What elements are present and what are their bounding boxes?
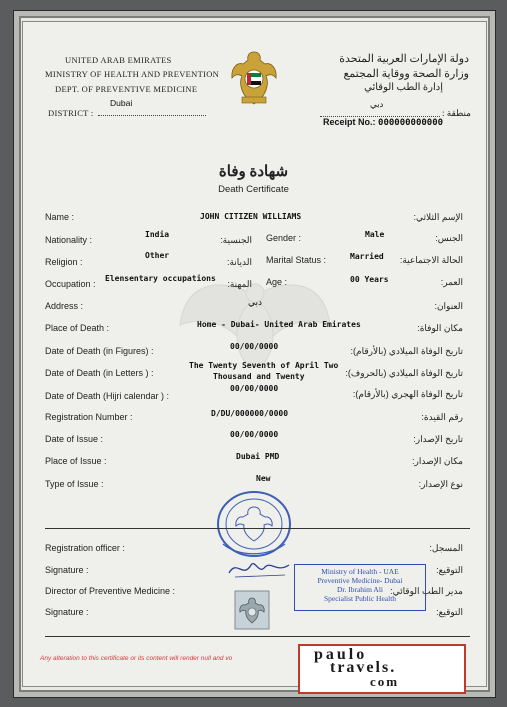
issue-date-value: 00/00/0000 — [230, 430, 279, 439]
receipt-no — [323, 117, 443, 128]
header-en-line2: MINISTRY OF HEALTH AND PREVENTION — [45, 69, 220, 79]
occupation-label: Occupation : — [45, 279, 96, 289]
marital-label: Marital Status : — [266, 255, 327, 265]
region-value: دبي — [370, 99, 384, 109]
age-ar: العمر: — [440, 277, 463, 287]
receipt-value: 000000000000 — [378, 118, 444, 128]
district-dotted-line — [98, 115, 206, 116]
stamp-line3: Dr. Ibrahim Ali — [336, 585, 384, 594]
place-label: Place of Death : — [45, 323, 110, 333]
watermark-logo — [298, 644, 466, 694]
reg-officer-ar: المسجل: — [429, 543, 463, 553]
religion-ar: الديانة: — [226, 257, 252, 267]
signature1-label: Signature : — [45, 565, 89, 575]
dod-fig-ar: تاريخ الوفاة الميلادي (بالأرقام): — [350, 346, 463, 356]
dod-let-label: Date of Death (in Letters ) : — [45, 368, 154, 378]
reg-value: D/DU/000000/0000 — [211, 409, 289, 418]
gender-ar: الجنس: — [435, 233, 463, 243]
title-en: Death Certificate — [218, 184, 289, 195]
stamp-line2: Preventive Medicine- Dubai — [317, 576, 403, 585]
signature2-ar: التوقيع: — [436, 607, 463, 617]
religion-label: Religion : — [45, 257, 83, 267]
name-label: Name : — [45, 212, 75, 222]
nationality-value: India — [145, 230, 170, 239]
official-seal-icon — [213, 489, 295, 559]
gender-label: Gender : — [266, 233, 302, 243]
district-label: DISTRICT : — [48, 108, 94, 118]
marital-ar: الحالة الاجتماعية: — [399, 255, 463, 265]
dod-hijri-value: 00/00/0000 — [230, 384, 279, 393]
hologram-emblem-icon — [234, 590, 270, 630]
director-label: Director of Preventive Medicine : — [45, 586, 176, 596]
issue-place-ar: مكان الإصدار: — [412, 456, 463, 466]
receipt-label: Receipt No.: — [323, 117, 376, 127]
signature2-label: Signature : — [45, 607, 89, 617]
reg-officer-label: Registration officer : — [45, 543, 125, 553]
signature1-ar: التوقيع: — [436, 565, 463, 575]
section-divider — [45, 528, 470, 529]
name-ar: الإسم الثلاثي: — [413, 212, 463, 222]
title-ar: شهادة وفاة — [218, 164, 289, 180]
dod-let-value1: The Twenty Seventh of April Two — [189, 361, 339, 370]
occupation-value: Elensentary occupations — [105, 274, 216, 283]
director-ar: مدير الطب الوقائي: — [390, 586, 463, 596]
age-value: 00 Years — [350, 275, 389, 284]
address-ar: العنوان: — [434, 301, 463, 311]
marital-value: Married — [350, 252, 384, 261]
dod-fig-value: 00/00/0000 — [230, 342, 279, 351]
issue-place-value: Dubai PMD — [236, 452, 280, 461]
stamp-line4: Specialist Public Health — [323, 594, 397, 603]
gender-value: Male — [365, 230, 385, 239]
issue-type-value: New — [256, 474, 271, 483]
reg-label: Registration Number : — [45, 412, 133, 422]
issue-place-label: Place of Issue : — [45, 456, 107, 466]
alteration-warning: Any alteration to this certificate or its content will render null and vo — [40, 655, 233, 662]
dod-let-ar: تاريخ الوفاة الميلادي (بالحروف): — [345, 368, 463, 378]
watermark-line2: travels. — [330, 659, 397, 676]
watermark-line1: paulo — [314, 646, 368, 663]
place-value: Home - Dubai- United Arab Emirates — [197, 320, 361, 329]
dod-hijri-ar: تاريخ الوفاة الهجري (بالأرقام): — [352, 389, 463, 399]
header-ar-line1: دولة الإمارات العربية المتحدة — [339, 53, 469, 65]
religion-value: Other — [145, 251, 170, 260]
header-en-line3: DEPT. OF PREVENTIVE MEDICINE — [55, 84, 198, 94]
region-label: منطقة : — [441, 108, 471, 118]
issue-date-ar: تاريخ الإصدار: — [413, 434, 463, 444]
issue-type-label: Type of Issue : — [45, 479, 104, 489]
dod-hijri-label: Date of Death (Hijri calendar ) : — [45, 391, 170, 401]
header-ar-line3: إدارة الطب الوقائي — [364, 82, 443, 93]
watermark-line3: com — [370, 674, 400, 689]
dod-let-value2: Thousand and Twenty — [213, 372, 305, 381]
age-label: Age : — [266, 277, 288, 287]
issue-date-label: Date of Issue : — [45, 434, 104, 444]
header-en-line1: UNITED ARAB EMIRATES — [65, 55, 172, 65]
footer-divider — [45, 636, 470, 637]
stamp-line1: Ministry of Health - UAE — [321, 567, 399, 576]
district-value: Dubai — [110, 98, 133, 108]
issue-type-ar: نوع الإصدار: — [418, 479, 463, 489]
occupation-ar: المهنة: — [227, 279, 252, 289]
place-ar: مكان الوفاة: — [417, 323, 463, 333]
nationality-ar: الجنسية: — [220, 235, 252, 245]
address-label: Address : — [45, 301, 84, 311]
uae-emblem-icon — [229, 46, 279, 108]
reg-ar: رقم القيدة: — [421, 412, 463, 422]
doctor-stamp — [294, 564, 426, 611]
nationality-label: Nationality : — [45, 235, 93, 245]
address-value: دبي — [248, 297, 263, 307]
handwritten-signature-icon — [225, 555, 295, 581]
header-ar-line2: وزارة الصحة ووقاية المجتمع — [343, 68, 469, 80]
name-value: JOHN CITIZEN WILLIAMS — [200, 212, 302, 221]
dod-fig-label: Date of Death (in Figures) : — [45, 346, 154, 356]
